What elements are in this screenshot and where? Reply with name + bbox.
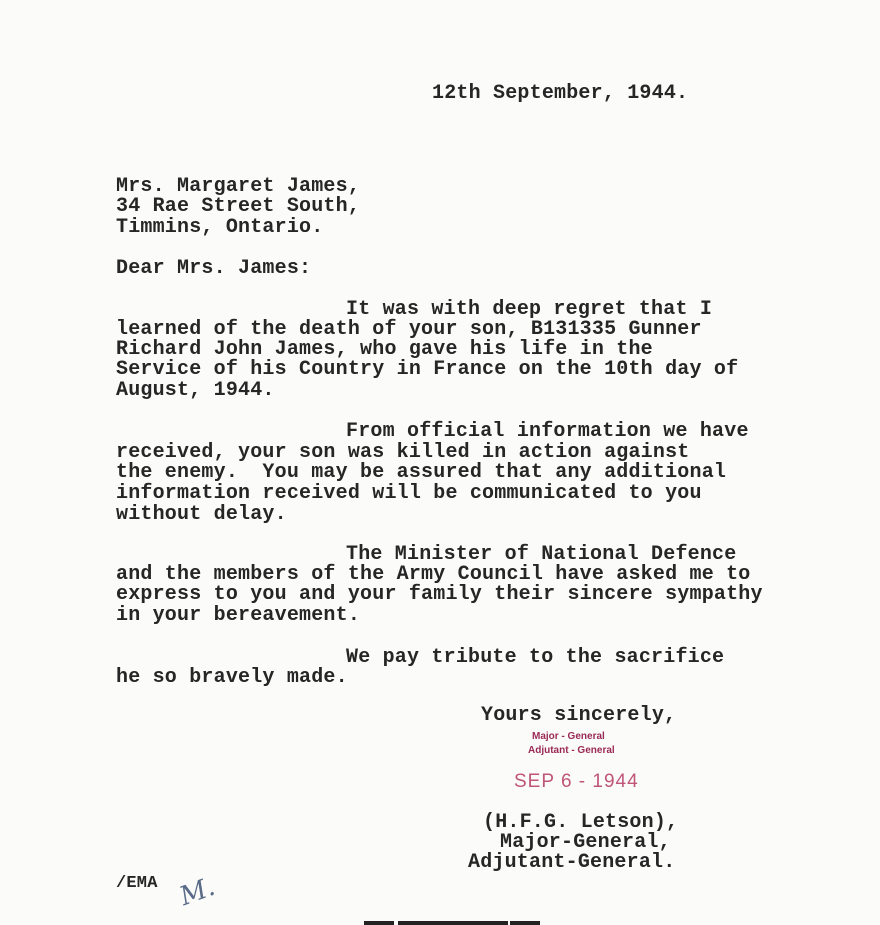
bottom-bar	[510, 921, 540, 925]
stamp-title: Adjutant - General	[528, 745, 615, 756]
text-line: From official information we have	[346, 420, 749, 443]
salutation: Dear Mrs. James:	[116, 257, 312, 280]
handwritten-initials: M.	[175, 871, 219, 913]
text-line: It was with deep regret that I	[346, 298, 713, 321]
date-stamp: SEP 6 - 1944	[514, 771, 639, 792]
text-line: and the members of the Army Council have asked me to	[116, 563, 751, 586]
text-line: express to you and your family their sincere sympathy	[116, 583, 763, 606]
bottom-bar	[398, 921, 508, 925]
closing: Yours sincerely,	[481, 704, 677, 727]
text-line: the enemy. You may be assured that any additional	[116, 461, 727, 484]
bottom-bar	[364, 921, 394, 925]
address-line: Mrs. Margaret James,	[116, 175, 361, 198]
stamp-title: Major - General	[532, 731, 605, 742]
signature-line: Major-General,	[500, 831, 671, 854]
signature-line: Adjutant-General.	[468, 851, 676, 874]
text-line: received, your son was killed in action against	[116, 441, 690, 464]
text-line: in your bereavement.	[116, 604, 361, 627]
text-line: information received will be communicated to you	[116, 482, 702, 505]
letter-date: 12th September, 1944.	[432, 82, 689, 105]
signature-line: (H.F.G. Letson),	[483, 811, 679, 834]
text-line: We pay tribute to the sacrifice	[346, 646, 725, 669]
text-line: The Minister of National Defence	[346, 543, 737, 566]
text-line: learned of the death of your son, B131335 Gunner	[116, 318, 702, 341]
text-line: he so bravely made.	[116, 666, 348, 689]
address-line: Timmins, Ontario.	[116, 216, 324, 239]
text-line: without delay.	[116, 503, 287, 526]
text-line: Richard John James, who gave his life in the	[116, 338, 653, 361]
address-line: 34 Rae Street South,	[116, 195, 361, 218]
reference-initials: /EMA	[116, 874, 158, 893]
text-line: Service of his Country in France on the 10th day of	[116, 358, 739, 381]
text-line: August, 1944.	[116, 379, 275, 402]
